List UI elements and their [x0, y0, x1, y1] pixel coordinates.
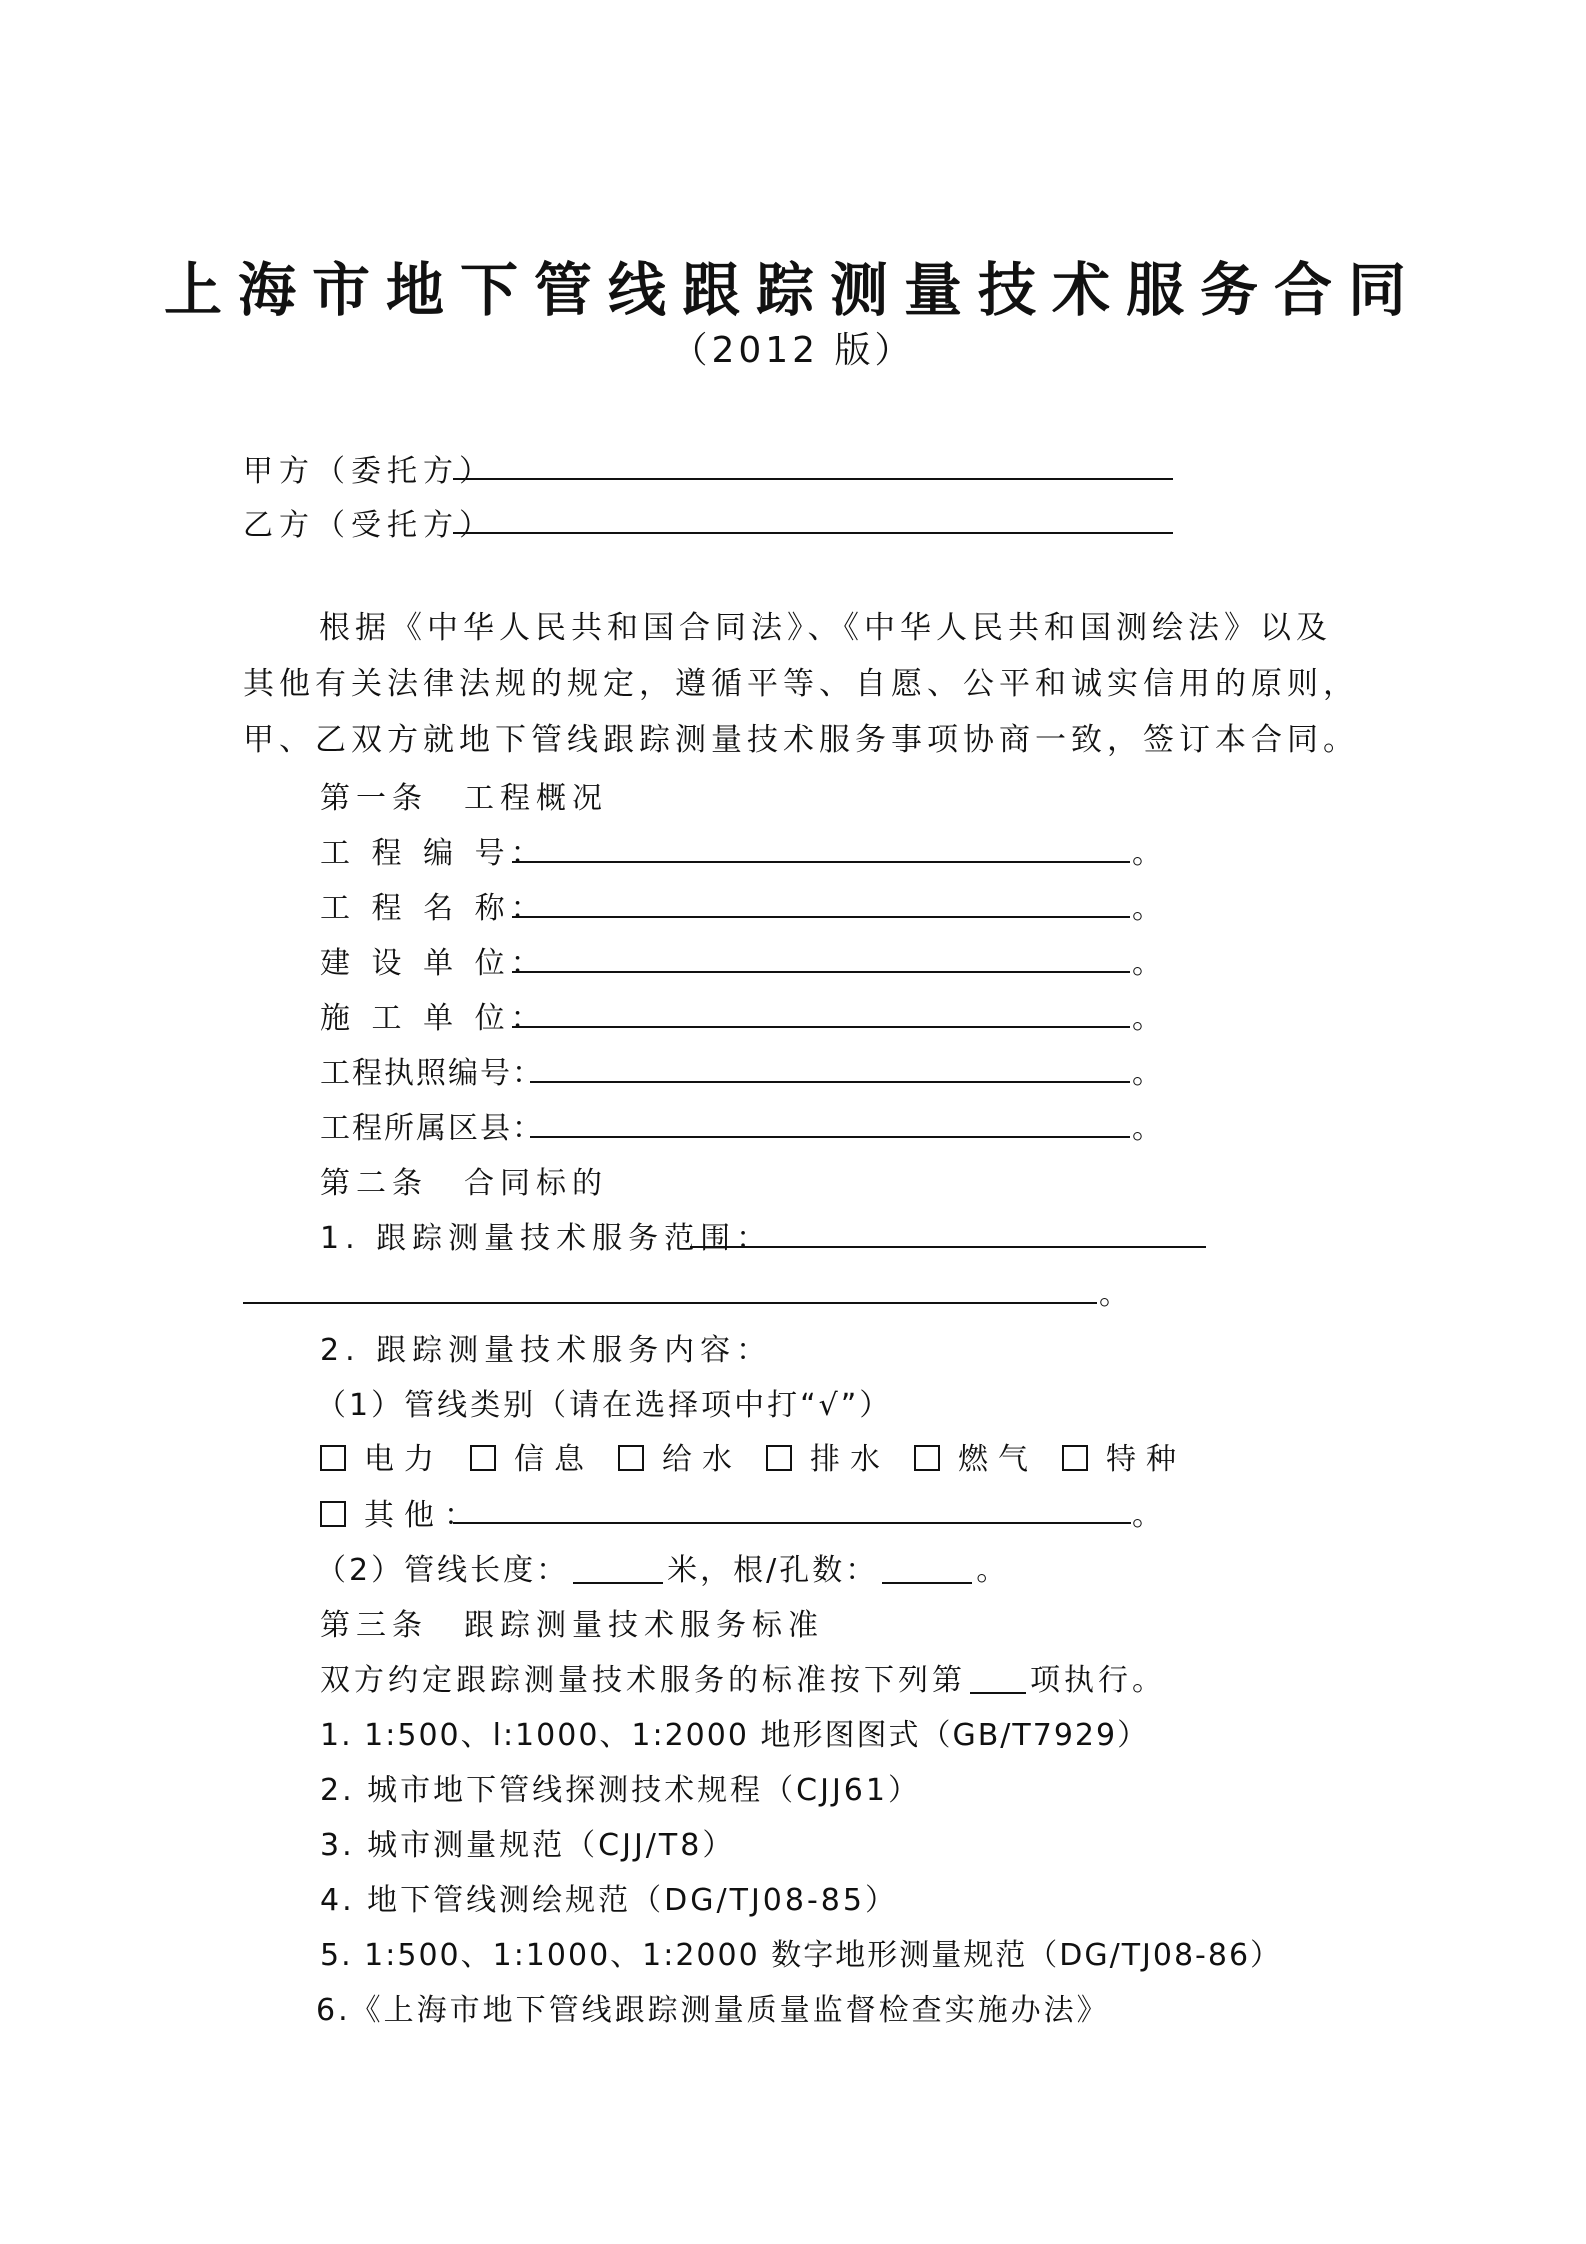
field-project-number: 工 程 编 号：	[320, 836, 547, 871]
service-content-label: 2. 跟踪测量技术服务内容：	[320, 1333, 773, 1368]
option-power[interactable]	[320, 1434, 444, 1478]
period-mark: 。	[976, 1553, 1010, 1588]
period-mark: 。	[1132, 1498, 1162, 1533]
party-b-blank[interactable]	[453, 532, 1173, 534]
field-district: 工程所属区县：	[320, 1111, 544, 1146]
period-mark: 。	[1132, 836, 1162, 871]
option-telecom-label: 信息	[514, 1442, 594, 1477]
construction-unit-blank[interactable]	[512, 971, 1130, 973]
service-scope-label: 1. 跟踪测量技术服务范围：	[320, 1221, 773, 1256]
option-drainage[interactable]	[766, 1434, 890, 1478]
checkbox-icon[interactable]	[320, 1445, 346, 1471]
option-special[interactable]	[1062, 1434, 1186, 1478]
checkbox-icon[interactable]	[1062, 1445, 1088, 1471]
option-other-label: 其他：	[364, 1498, 484, 1533]
option-gas[interactable]	[914, 1434, 1038, 1478]
period-mark: 。	[1099, 1277, 1129, 1312]
district-blank[interactable]	[530, 1136, 1130, 1138]
field-project-name: 工 程 名 称：	[320, 891, 547, 926]
contractor-unit-blank[interactable]	[512, 1026, 1130, 1028]
standard-item-4: 4. 地下管线测绘规范（DG/TJ08-85）	[320, 1883, 898, 1918]
service-scope-blank-2[interactable]	[243, 1302, 1097, 1304]
period-mark: 。	[1132, 946, 1162, 981]
checkbox-icon[interactable]	[766, 1445, 792, 1471]
pipeline-category-label: （1）管线类别（请在选择项中打“√”）	[316, 1388, 893, 1423]
party-a-label: 甲方（委托方）	[243, 454, 495, 489]
period-mark: 。	[1132, 891, 1162, 926]
document-subtitle: （2012 版）	[671, 330, 915, 371]
standard-item-3: 3. 城市测量规范（CJJ/T8）	[320, 1828, 736, 1863]
standard-agreement-line	[320, 1655, 1166, 1699]
checkbox-icon[interactable]	[320, 1501, 346, 1527]
option-power-label: 电力	[364, 1442, 444, 1477]
checkbox-icon[interactable]	[618, 1445, 644, 1471]
pipeline-length-label: （2）管线长度：	[316, 1553, 570, 1588]
length-blank[interactable]	[573, 1554, 663, 1584]
article3-heading: 第三条 跟踪测量技术服务标准	[320, 1608, 824, 1643]
option-water-supply[interactable]	[618, 1434, 742, 1478]
standard-item-1: 1. 1:500、l:1000、1:2000 地形图图式（GB/T7929）	[320, 1718, 1150, 1753]
checkbox-icon[interactable]	[914, 1445, 940, 1471]
field-contractor-unit: 施 工 单 位：	[320, 1001, 547, 1036]
option-special-label: 特种	[1106, 1442, 1186, 1477]
checkbox-icon[interactable]	[470, 1445, 496, 1471]
document-title: 上海市地下管线跟踪测量技术服务合同	[163, 256, 1422, 324]
period-mark: 。	[1132, 1001, 1162, 1036]
party-a-blank[interactable]	[453, 478, 1173, 480]
count-label: 米，根/孔数：	[667, 1553, 879, 1588]
party-b-label: 乙方（受托方）	[243, 508, 495, 543]
project-name-blank[interactable]	[512, 916, 1130, 918]
option-other[interactable]	[320, 1490, 484, 1534]
other-blank[interactable]	[453, 1522, 1131, 1524]
standard-item-5: 5. 1:500、1:1000、1:2000 数字地形测量规范（DG/TJ08-86）	[320, 1938, 1283, 1973]
agreement-suffix: 项执行。	[1030, 1663, 1166, 1698]
pipeline-length-line	[316, 1545, 1009, 1589]
standard-item-6: 6.《上海市地下管线跟踪测量质量监督检查实施办法》	[316, 1993, 1110, 2028]
standard-item-2: 2. 城市地下管线探测技术规程（CJJ61）	[320, 1773, 921, 1808]
period-mark: 。	[1132, 1056, 1162, 1091]
service-scope-blank-1[interactable]	[690, 1246, 1206, 1248]
option-gas-label: 燃气	[958, 1442, 1038, 1477]
intro-paragraph: 根据《中华人民共和国合同法》、《中华人民共和国测绘法》以及其他有关法律法规的规定，遵循平等、自愿、公平和诚实信用的原则，甲、乙双方就地下管线跟踪测量技术服务事项协商一致，签订本合同。	[243, 610, 1359, 758]
option-drainage-label: 排水	[810, 1442, 890, 1477]
count-blank[interactable]	[882, 1554, 972, 1584]
article2-heading: 第二条 合同标的	[320, 1166, 608, 1201]
period-mark: 。	[1132, 1111, 1162, 1146]
option-water-supply-label: 给水	[662, 1442, 742, 1477]
field-license-number: 工程执照编号：	[320, 1056, 544, 1091]
option-telecom[interactable]	[470, 1434, 594, 1478]
standard-item-blank[interactable]	[970, 1664, 1026, 1694]
field-construction-unit: 建 设 单 位：	[320, 946, 547, 981]
project-number-blank[interactable]	[512, 861, 1130, 863]
agreement-prefix: 双方约定跟踪测量技术服务的标准按下列第	[320, 1663, 966, 1698]
article1-heading: 第一条 工程概况	[320, 781, 608, 816]
license-number-blank[interactable]	[530, 1081, 1130, 1083]
